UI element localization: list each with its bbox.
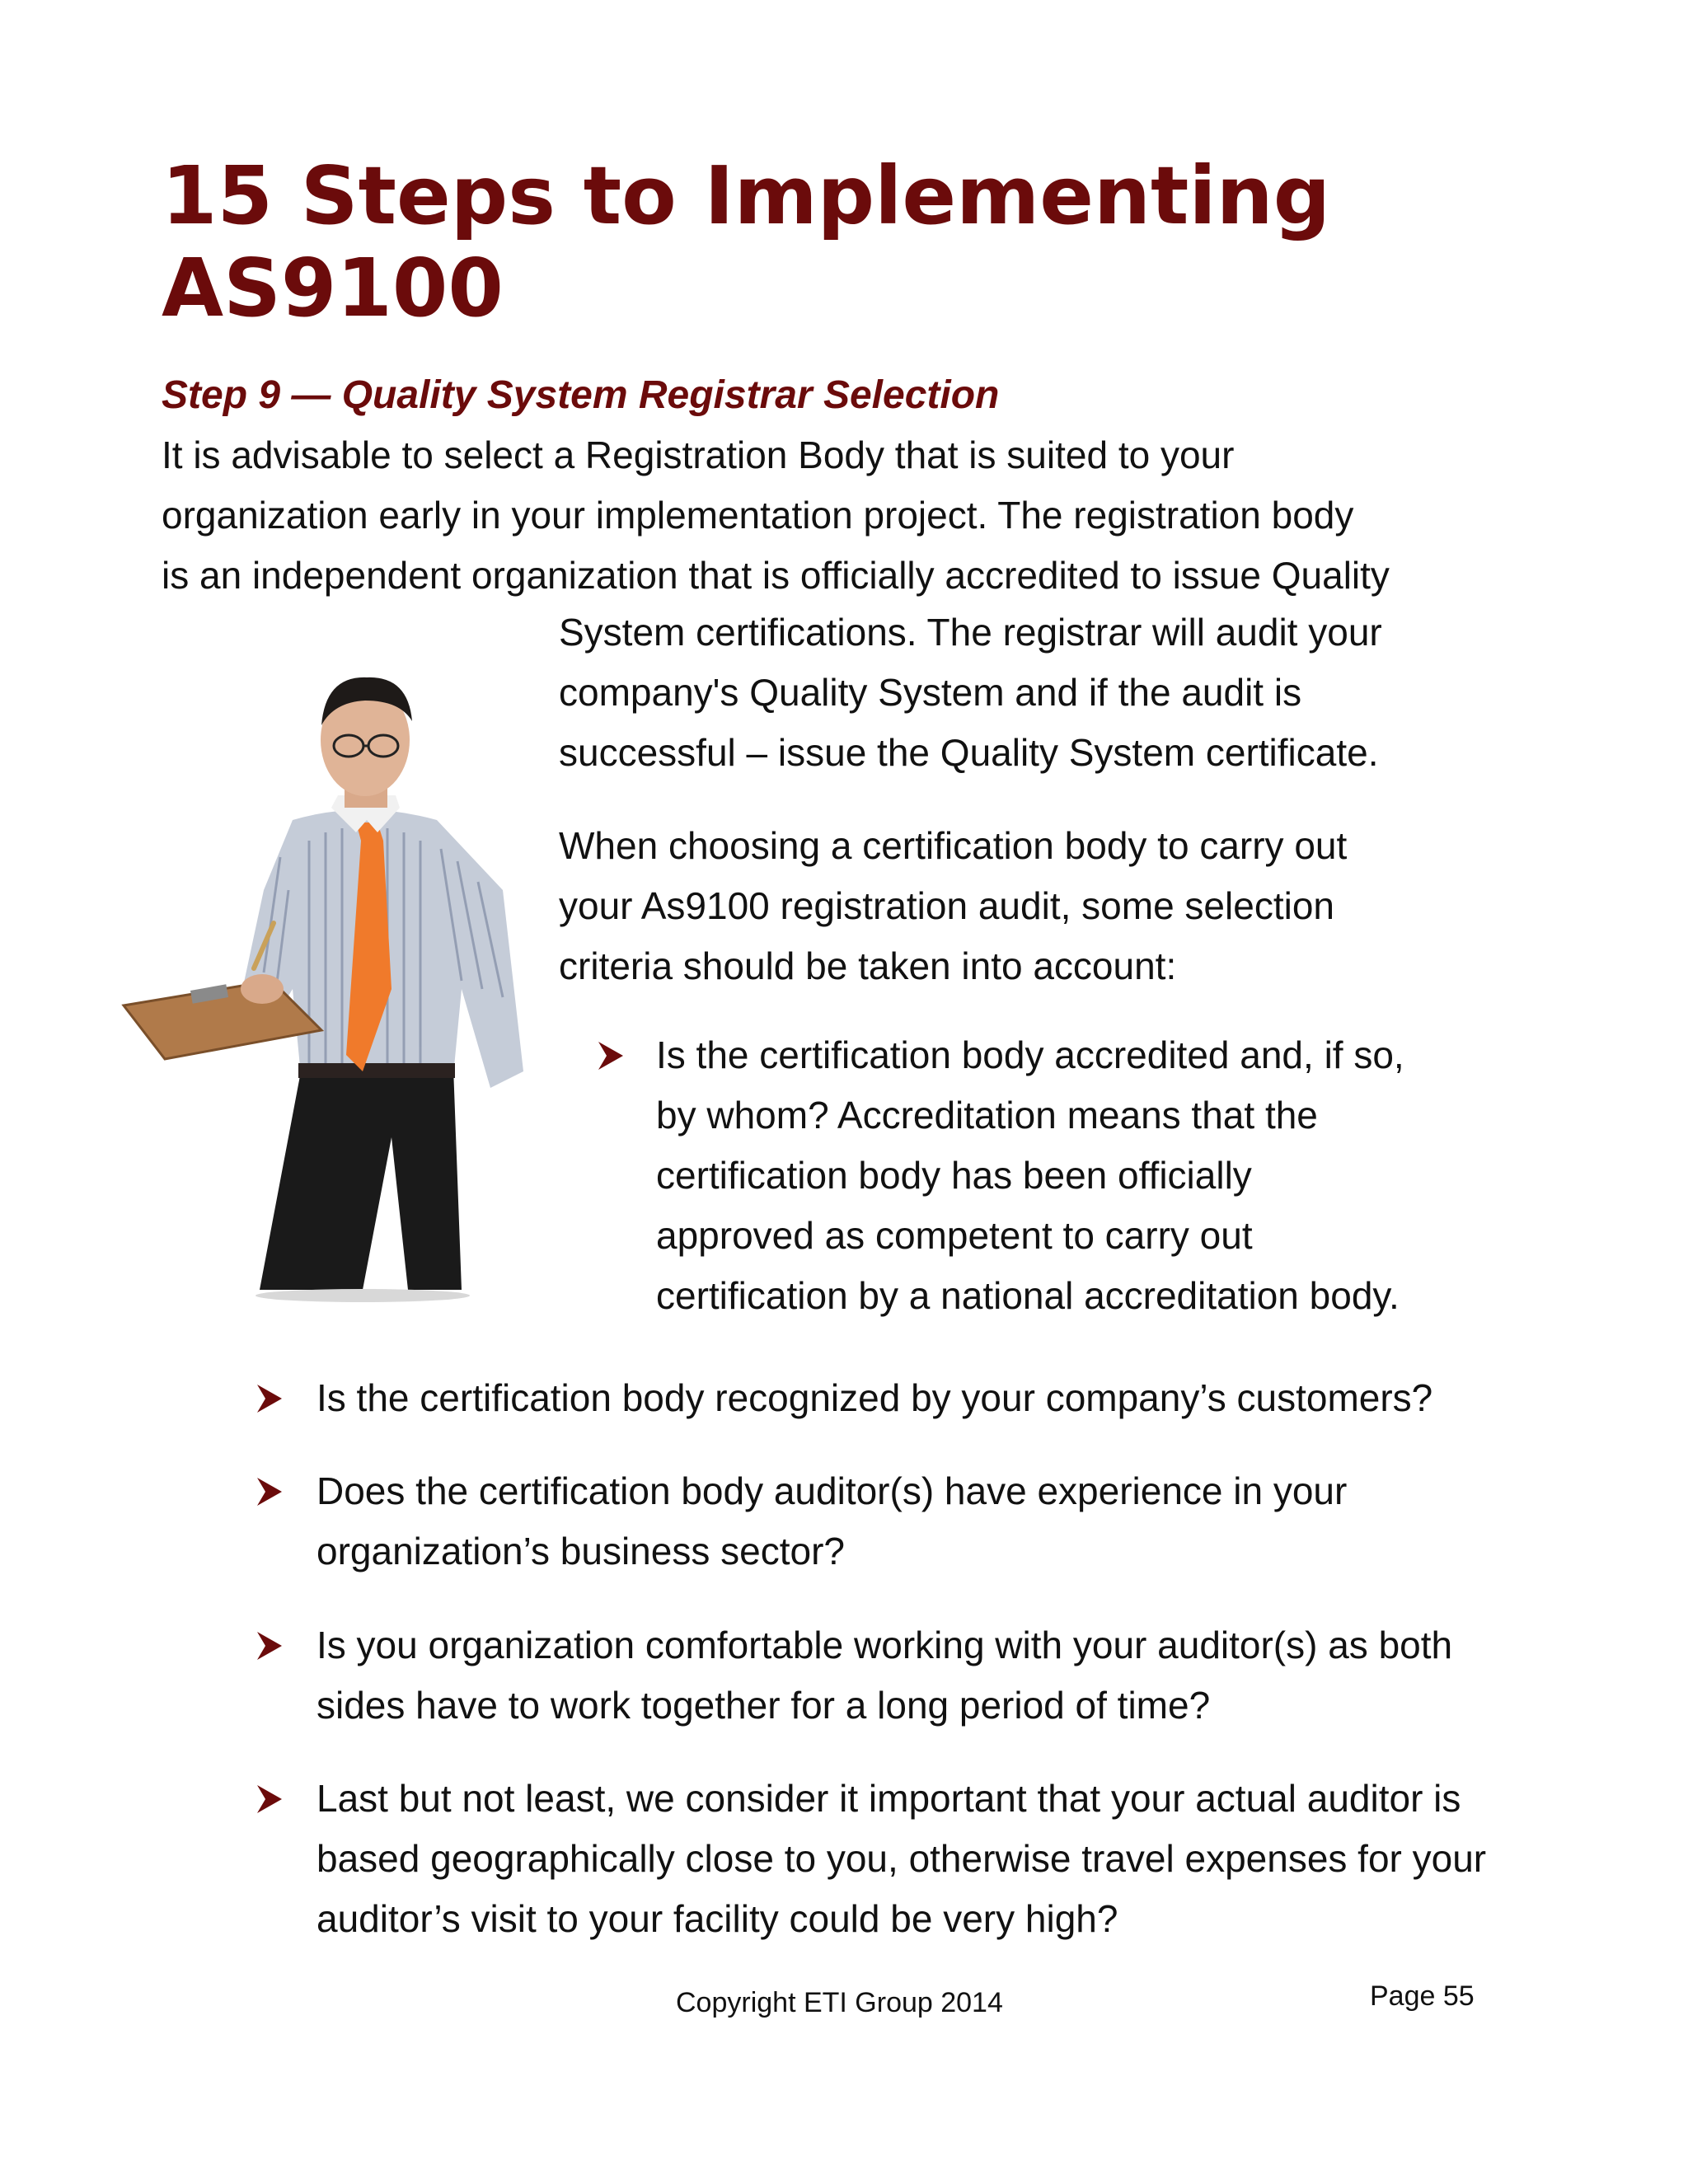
arrow-bullet-icon xyxy=(256,1476,284,1507)
step-heading: Step 9 — Quality System Registrar Selection xyxy=(162,373,1000,417)
intro-line-1: It is advisable to select a Registration Body that is suited to your xyxy=(162,434,1235,476)
arrow-bullet-icon xyxy=(256,1783,284,1815)
page-title xyxy=(162,150,1563,335)
page-number: Page 55 xyxy=(1370,1980,1475,2012)
page-title-line-2: AS9100 xyxy=(162,241,504,335)
bullet-line: based geographically close to you, otherwise travel expenses for your xyxy=(316,1837,1487,1880)
page-title-line-1: 15 Steps to Implementing xyxy=(162,149,1331,242)
bullet-line: Is you organization comfortable working with your auditor(s) as both xyxy=(316,1624,1453,1666)
auditor-trousers xyxy=(260,1067,462,1290)
bullet-line: Does the certification body auditor(s) have experience in your xyxy=(316,1469,1348,1512)
bullet-text xyxy=(316,1615,1452,1736)
bullet-line: by whom? Accreditation means that the xyxy=(656,1094,1318,1137)
arrow-bullet-icon xyxy=(256,1383,284,1414)
bullet-text xyxy=(316,1368,1432,1428)
intro-line-4: System certifications. The registrar will audit your xyxy=(559,611,1382,654)
intro-line-6: successful – issue the Quality System certificate. xyxy=(559,731,1379,774)
intro-line-2: organization early in your implementation project. The registration body xyxy=(162,494,1354,537)
bullet-text xyxy=(656,1025,1404,1326)
footer-copyright: Copyright ETI Group 2014 xyxy=(676,1987,1003,2018)
bullet-text xyxy=(316,1769,1486,1949)
criteria-line-3: criteria should be taken into account: xyxy=(559,944,1177,987)
arrow-bullet-icon xyxy=(256,1630,284,1661)
bullet-line: auditor’s visit to your facility could be very high? xyxy=(316,1897,1118,1940)
auditor-belt xyxy=(298,1063,455,1078)
auditor-illustration xyxy=(115,643,544,1302)
bullet-line: sides have to work together for a long period of time? xyxy=(316,1684,1211,1727)
bullet-line: Is the certification body recognized by your company’s customers? xyxy=(316,1376,1433,1419)
intro-line-3: is an independent organization that is officially accredited to issue Quality xyxy=(162,554,1390,597)
bullet-line: organization’s business sector? xyxy=(316,1530,845,1572)
bullet-line: certification by a national accreditation body. xyxy=(656,1274,1400,1317)
bullet-line: approved as competent to carry out xyxy=(656,1214,1253,1257)
arrow-bullet-icon xyxy=(597,1040,625,1071)
bullet-text xyxy=(316,1461,1347,1582)
intro-line-5: company's Quality System and if the audit is xyxy=(559,671,1302,714)
bullet-line: certification body has been officially xyxy=(656,1154,1252,1197)
criteria-line-2: your As9100 registration audit, some selection xyxy=(559,884,1334,927)
criteria-line-1: When choosing a certification body to carry out xyxy=(559,824,1348,867)
auditor-hand xyxy=(241,974,284,1004)
bullet-line: Last but not least, we consider it important that your actual auditor is xyxy=(316,1777,1461,1820)
bullet-line: Is the certification body accredited and, if so, xyxy=(656,1033,1404,1076)
